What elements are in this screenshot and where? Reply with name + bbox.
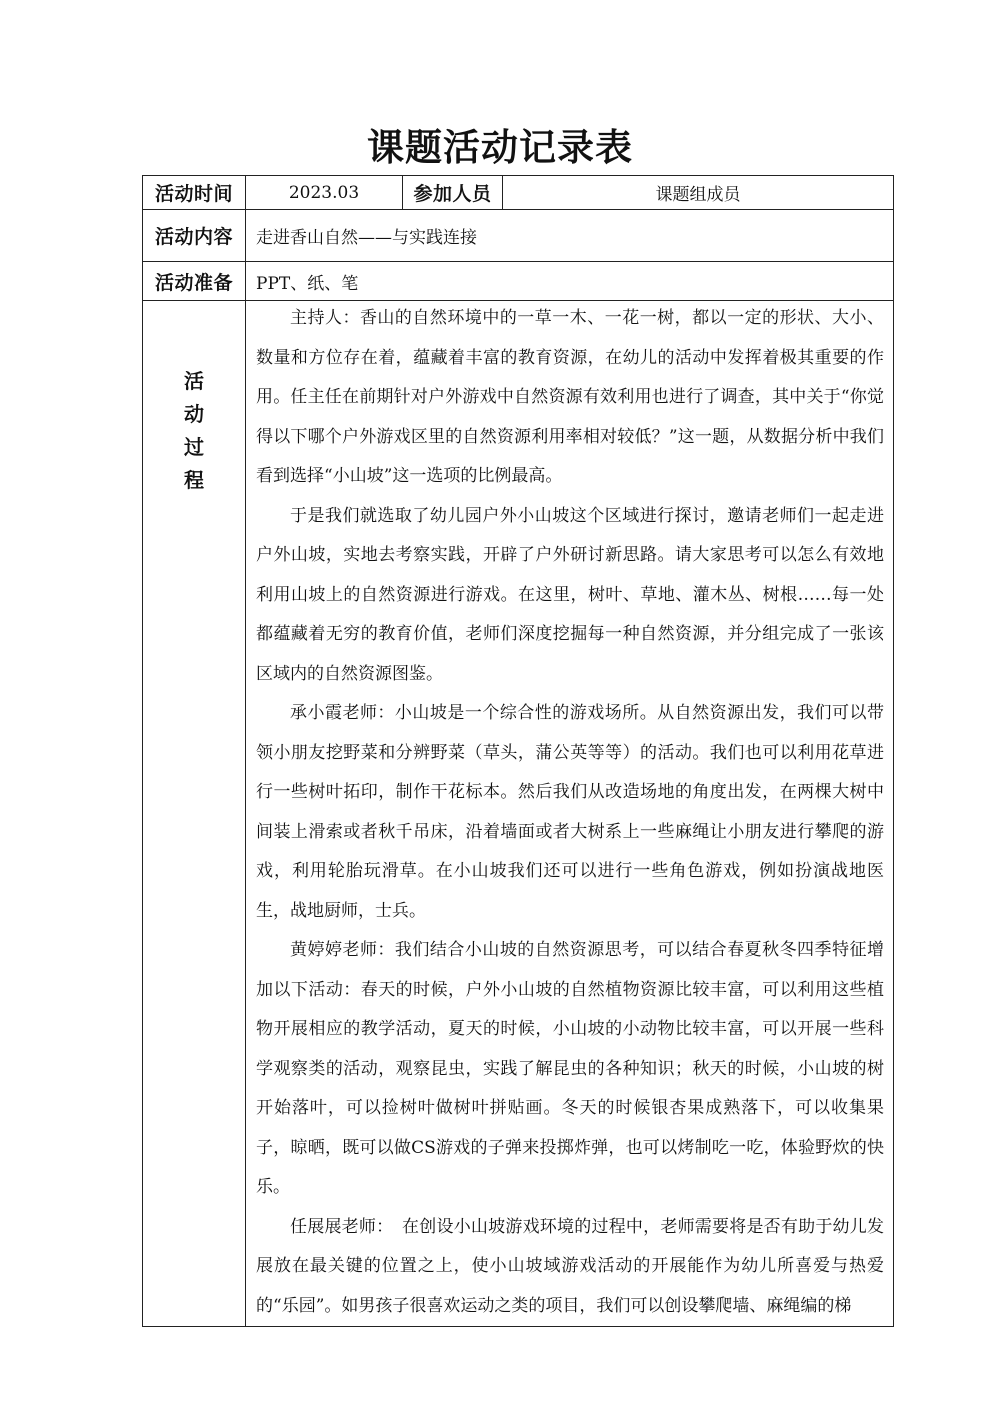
page-title: 课题活动记录表 (367, 126, 633, 169)
process-label-char: 动 (184, 402, 204, 426)
content-label: 活动内容 (143, 210, 246, 262)
site-visit-paragraph: 于是我们就选取了幼儿园户外小山坡这个区域进行探讨，邀请老师们一起走进户外山坡，实地去考察实践，开辟了户外研讨新思路。请大家思考可以怎么有效地利用山坡上的自然资源进行游戏。在这里，树叶、草地、灌木丛、树根……每一处都蕴藏着无穷的教育价值，老师们深度挖掘每一种自然资源，并分组完成了一张该区域内的自然资源图鉴。 (256, 505, 884, 684)
time-label: 活动时间 (143, 176, 246, 210)
preparation-label: 活动准备 (143, 262, 246, 301)
content-row (143, 210, 894, 262)
preparation-value: PPT、纸、笔 (246, 262, 894, 301)
preparation-row (143, 262, 894, 301)
time-row (143, 176, 894, 210)
process-label-vertical (143, 365, 245, 497)
participants-label: 参加人员 (403, 176, 503, 210)
process-label (143, 301, 246, 1327)
host-paragraph: 主持人：香山的自然环境中的一草一木、一花一树，都以一定的形状、大小、数量和方位存在着，蕴藏着丰富的教育资源，在幼儿的活动中发挥着极其重要的作用。任主任在前期针对户外游戏中自然资源有效利用也进行了调查，其中关于“你觉得以下哪个户外游戏区里的自然资源利用率相对较低？”这一题，从数据分析中我们看到选择“小山坡”这一选项的比例最高。 (256, 308, 884, 486)
activity-record-table (142, 175, 894, 1327)
teacher-cheng-paragraph: 承小霞老师：小山坡是一个综合性的游戏场所。从自然资源出发，我们可以带领小朋友挖野菜和分辨野菜（草头，蒲公英等等）的活动。我们也可以利用花草进行一些树叶拓印，制作干花标本。然后我们从改造场地的角度出发，在两棵大树中间装上滑索或者秋千吊床，沿着墙面或者大树系上一些麻绳让小朋友进行攀爬的游戏，利用轮胎玩滑草。在小山坡我们还可以进行一些角色游戏，例如扮演战地医生，战地厨师，士兵。 (256, 703, 884, 921)
process-row (143, 301, 894, 1327)
process-label-char: 过 (184, 435, 204, 459)
teacher-huang-paragraph: 黄婷婷老师：我们结合小山坡的自然资源思考，可以结合春夏秋冬四季特征增加以下活动：春天的时候，户外小山坡的自然植物资源比较丰富，可以利用这些植物开展相应的教学活动，夏天的时候，小山坡的小动物比较丰富，可以开展一些科学观察类的活动，观察昆虫，实践了解昆虫的各种知识；秋天的时候，小山坡的树开始落叶，可以捡树叶做树叶拼贴画。冬天的时候银杏果成熟落下，可以收集果子，晾晒，既可以做CS游戏的子弹来投掷炸弹，也可以烤制吃一吃，体验野炊的快乐。 (256, 940, 884, 1197)
time-value: 2023.03 (246, 176, 403, 210)
process-label-char: 活 (184, 369, 204, 393)
participants-value: 课题组成员 (503, 176, 894, 210)
content-value: 走进香山自然——与实践连接 (246, 210, 894, 262)
process-label-char: 程 (184, 468, 204, 492)
teacher-ren-paragraph: 任展展老师： 在创设小山坡游戏环境的过程中，老师需要将是否有助于幼儿发展放在最关键的位置之上，使小山坡域游戏活动的开展能作为幼儿所喜爱与热爱的“乐园”。如男孩子很喜欢运动之类的项目，我们可以创设攀爬墙、麻绳编的梯 (256, 1216, 884, 1316)
process-content (246, 301, 894, 1327)
